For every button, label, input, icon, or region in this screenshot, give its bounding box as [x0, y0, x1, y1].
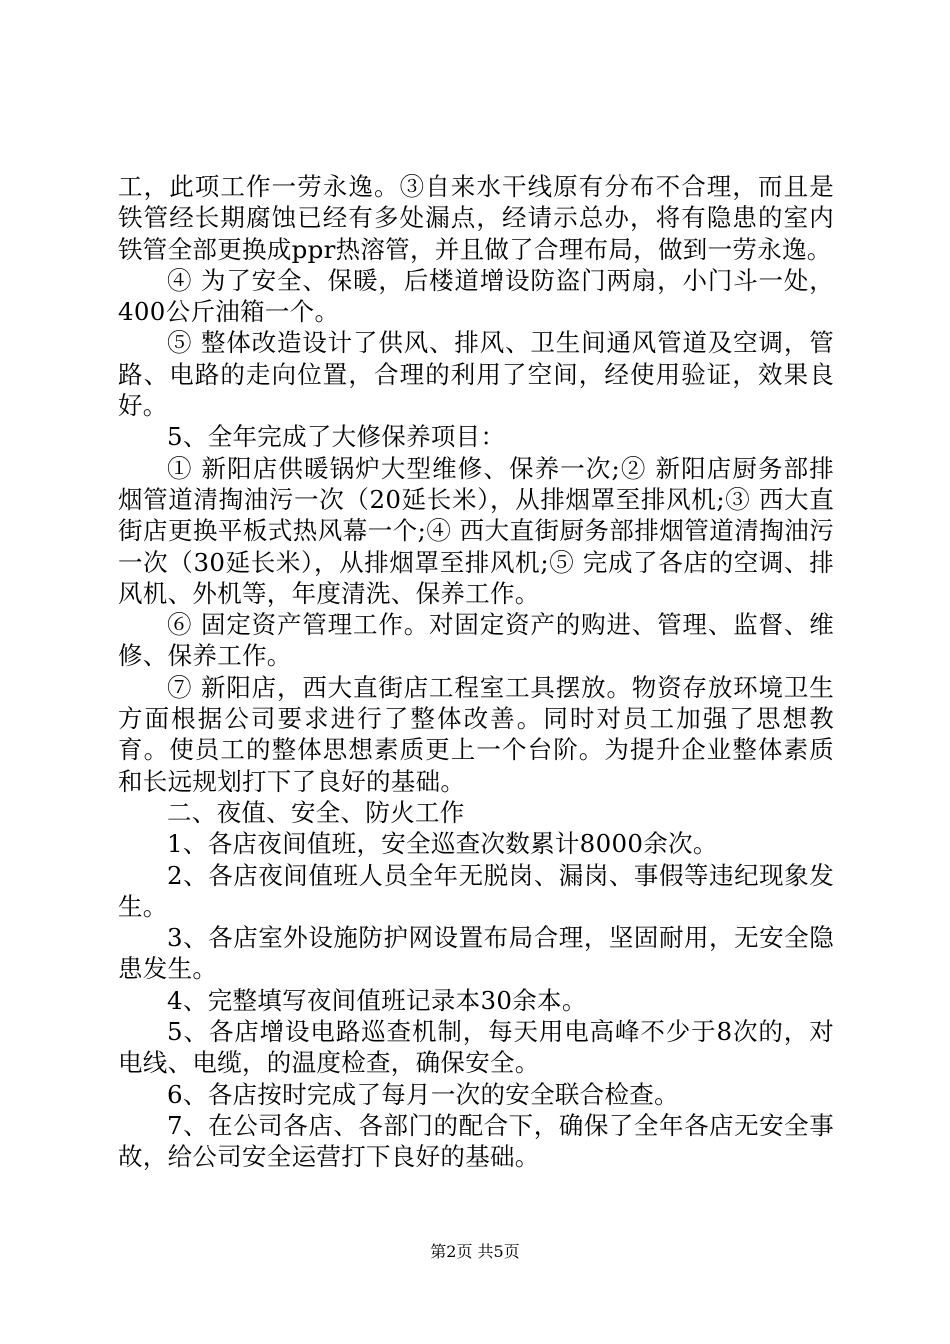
paragraph-12: 4、完整填写夜间值班记录本30余本。	[167, 985, 587, 1015]
paragraph-11: 3、各店室外设施防护网设置布局合理，坚固耐用，无安全隐患发生。	[118, 923, 834, 984]
paragraph-13: 5、各店增设电路巡查机制，每天用电高峰不少于8次的，对电线、电缆，的温度检查，确保安全。	[118, 1017, 834, 1078]
section-heading: 二、夜值、安全、防火工作	[167, 797, 465, 827]
paragraph-3: ⑤ 整体改造设计了供风、排风、卫生间通风管道及空调，管路、电路的走向位置，合理的利用了空间，经使用验证，效果良好。	[118, 328, 834, 421]
paragraph-4: 5、全年完成了大修保养项目：	[167, 422, 506, 452]
page-number-footer: 第2页 共5页	[430, 1242, 520, 1261]
paragraph-14: 6、各店按时完成了每月一次的安全联合检查。	[167, 1079, 679, 1109]
paragraph-10: 2、各店夜间值班人员全年无脱岗、漏岗、事假等违纪现象发生。	[118, 860, 834, 921]
paragraph-1: 工，此项工作一劳永逸。③自来水干线原有分布不合理，而且是铁管经长期腐蚀已经有多处漏点，经请示总办，将有隐患的室内铁管全部更换成ppr热溶管，并且做了合理布局，做到一劳永逸。	[118, 172, 834, 264]
paragraph-2: ④ 为了安全、保暖，后楼道增设防盗门两扇，小门斗一处，400公斤油箱一个。	[118, 265, 834, 327]
paragraph-7: ⑦ 新阳店，西大直街店工程室工具摆放。物资存放环境卫生方面根据公司要求进行了整体改善。同时对员工加强了思想教育。使员工的整体思想素质更上一个台阶。为提升企业整体素质和长远规划打下了良好的基础。	[118, 672, 834, 796]
paragraph-5: ① 新阳店供暖锅炉大型维修、保养一次;② 新阳店厨务部排烟管道清掏油污一次（20延长米），从排烟罩至排风机;③ 西大直街店更换平板式热风幕一个;④ 西大直街厨务部排烟管道清掏油污一次（30延长米），从排烟罩至排风机;⑤ 完成了各店的空调、排风机、外机等，年度清洗、保养工作。	[118, 453, 834, 608]
paragraph-6: ⑥ 固定资产管理工作。对固定资产的购进、管理、监督、维修、保养工作。	[118, 610, 834, 671]
paragraph-15: 7、在公司各店、各部门的配合下，确保了全年各店无安全事故，给公司安全运营打下良好的基础。	[118, 1110, 834, 1172]
paragraph-9: 1、各店夜间值班，安全巡查次数累计8000余次。	[167, 829, 718, 859]
document-body	[118, 171, 834, 1173]
